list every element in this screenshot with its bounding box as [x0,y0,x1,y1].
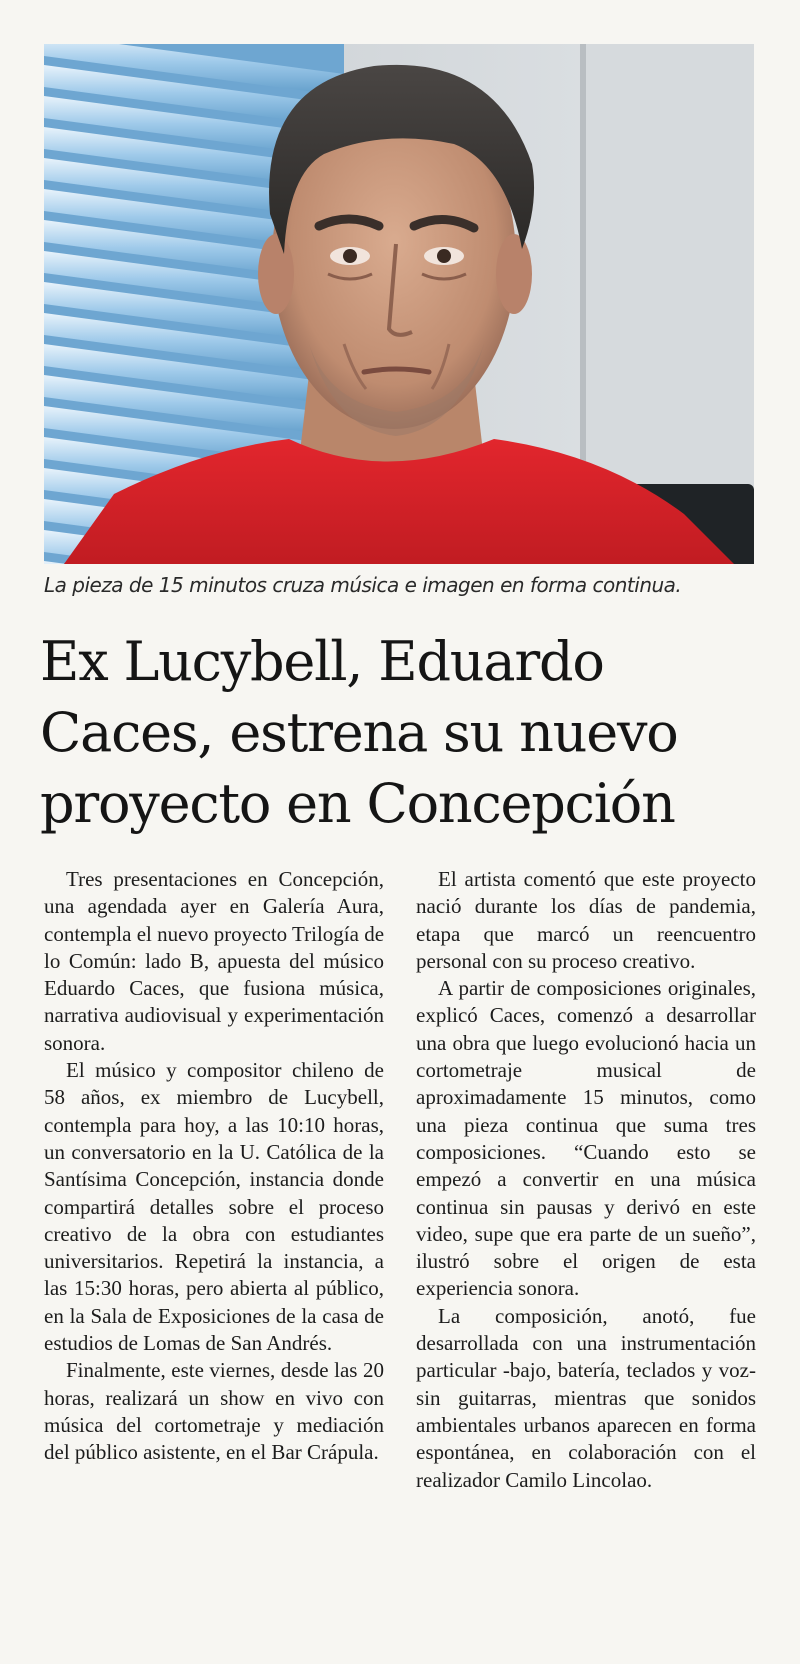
portrait-illustration [44,44,754,564]
article-headline: Ex Lucybell, Eduardo Caces, estrena su nuevo proyecto en Concepción [40,630,678,835]
paragraph: El artista comentó que este proyecto nació durante los días de pandemia, etapa que marcó un reencuentro personal con su proceso creativo. [416,867,756,973]
paragraph: El músico y compositor chileno de 58 años, ex miembro de Lucybell, contempla para hoy, a las 10:10 horas, un conversatorio en la U. Católica de la Santísima Concepción, instancia donde compartirá detalles sobre el proceso creativo de la obra con estudiantes universitarios. Repetirá la instancia, a las 15:30 horas, pero abierta al público, en la Sala de Exposiciones de la casa de estudios de Lomas de San Andrés. [44,1058,384,1356]
article-column-left [44,866,384,1650]
article-photo [44,44,754,564]
article-column-right [416,866,756,1650]
article-body [44,866,756,1650]
paragraph: A partir de composiciones originales, explicó Caces, comenzó a desarrollar una obra que luego evolucionó hacia un cortometraje musical de aproximadamente 15 minutos, como una pieza continua que suma tres composiciones. “Cuando esto se empezó a convertir en una música continua sin pausas y derivó en este video, supe que era parte de un sueño”, ilustró sobre el origen de esta experiencia sonora. [416,976,756,1301]
paragraph: La composición, anotó, fue desarrollada con una instrumentación particular -bajo, batería, teclados y voz- sin guitarras, mientras que sonidos ambientales urbanos aparecen en forma espontánea, en colaboración con el realizador Camilo Lincolao. [416,1303,756,1492]
paragraph: Finalmente, este viernes, desde las 20 horas, realizará un show en vivo con música del cortometraje y mediación del público asistente, en el Bar Crápula. [44,1358,384,1465]
paragraph: Tres presentaciones en Concepción, una agendada ayer en Galería Aura, contempla el nuevo proyecto Trilogía de lo Común: lado B, apuesta del músico Eduardo Caces, que fusiona música, narrativa audiovisual y experimentación sonora. [44,867,385,1055]
photo-caption: La pieza de 15 minutos cruza música e imagen en forma continua. [44,573,682,597]
